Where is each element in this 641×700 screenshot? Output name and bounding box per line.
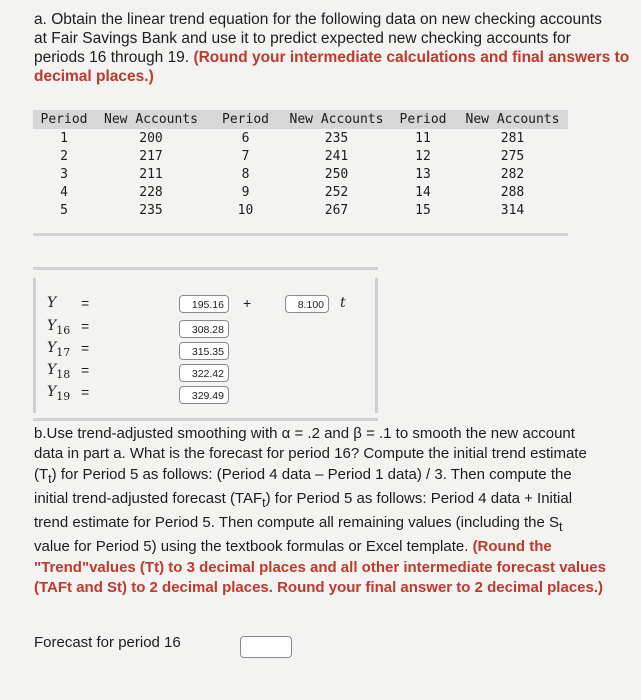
equals-sign: = (81, 295, 90, 311)
part-b-line-3: $(T_t)$ for Period 5 as follows: (Period 4 data – Period 1 data) / 3. Then compute the (34, 465, 572, 486)
part-a-question (34, 10, 641, 86)
table-cell: 4 (60, 184, 68, 200)
table-cell: 314 (500, 202, 525, 218)
part-b-line-6: value for Period 5) using the textbook formulas or Excel template. (Round the (34, 538, 552, 556)
table-cell: 241 (324, 148, 349, 164)
table-header-row (33, 110, 568, 129)
header-period-1: Period (40, 112, 88, 127)
equals-sign: = (81, 340, 90, 356)
table-cell: 228 (139, 184, 163, 200)
y16-label: $Y_{16}$ (47, 318, 71, 337)
table-cell: 14 (415, 184, 431, 200)
part-a-line-4 (34, 67, 641, 86)
table-cell: 1 (60, 130, 68, 146)
part-b-line-1: b.Use trend-adjusted smoothing with α = .2 and β = .1 to smooth the new account (34, 425, 575, 442)
table-cell: 281 (500, 130, 525, 146)
forecast-input[interactable] (240, 636, 292, 658)
table-cell: 5 (60, 202, 68, 218)
table-cell: 10 (237, 202, 254, 218)
table-cell: 13 (415, 166, 431, 182)
y19-input[interactable]: 329.49 (179, 386, 229, 404)
panel-right-border (375, 278, 378, 413)
y19-label: $Y_{19}$ (47, 384, 71, 403)
intercept-input[interactable]: 195.16 (179, 295, 229, 313)
part-a-line-1: a. Obtain the linear trend equation for the following data on new checking accounts (34, 11, 602, 28)
table-cell: 250 (324, 166, 349, 182)
table-cell: 252 (324, 184, 349, 200)
rounding-instruction-b3: (TAFt and St) to 2 decimal places. Round your final answer to 2 decimal places.) (34, 579, 604, 597)
y-label: Y (47, 295, 57, 311)
y18-input[interactable]: 322.42 (179, 364, 229, 382)
part-a-line-3 (34, 48, 641, 67)
y18-label: $Y_{18}$ (47, 362, 71, 381)
table-cell: 200 (139, 130, 163, 146)
table-cell: 211 (139, 166, 163, 182)
part-b-line-2: data in part a. What is the forecast for period 16? Compute the initial trend estimate (34, 445, 587, 463)
header-period-2: Period (222, 112, 269, 127)
part-b-line-5: trend estimate for Period 5. Then compute all remaining values (including the $S_t$ (34, 514, 563, 535)
part-a-line-2: at Fair Savings Bank and use it to predict expected new checking accounts for (34, 30, 571, 47)
equals-sign: = (81, 362, 90, 378)
y17-label: $Y_{17}$ (47, 340, 71, 359)
table-cell: 2 (60, 148, 68, 164)
table-cell: 7 (241, 148, 250, 164)
table-row (33, 183, 568, 201)
equals-sign: = (81, 384, 90, 400)
part-b-line-7 (34, 558, 639, 578)
y17-input[interactable]: 315.35 (179, 342, 229, 360)
table-row (33, 129, 568, 147)
part-b-line-8 (34, 578, 639, 598)
table-row (33, 165, 568, 183)
checking-accounts-table (33, 110, 568, 236)
trend-equation-panel (33, 267, 378, 421)
part-b-line-4: initial trend-adjusted forecast $(TAF_t)$ for Period 5 as follows: Period 4 data + Initial (34, 489, 573, 510)
header-accounts-2: New Accounts (289, 112, 384, 127)
rounding-instruction-b2: "Trend"values (Tt) to 3 decimal places and all other intermediate forecast values (34, 558, 606, 576)
table-bottom-rule (33, 219, 568, 236)
y16-input[interactable]: 308.28 (179, 320, 229, 338)
table-cell: 12 (415, 148, 431, 164)
table-cell: 282 (500, 166, 525, 182)
part-b-question (34, 424, 639, 598)
table-cell: 11 (415, 130, 431, 146)
plus-sign: + (243, 295, 252, 311)
table-cell: 275 (500, 148, 525, 164)
t-variable: t (340, 295, 346, 311)
table-cell: 15 (415, 202, 431, 218)
table-cell: 6 (241, 130, 250, 146)
header-accounts-1: New Accounts (104, 112, 198, 127)
rounding-instruction-1: (Round your intermediate calculations and final answers to (193, 49, 630, 66)
table-cell: 267 (324, 202, 349, 218)
part-a-line-3-text: periods 16 through 19. (34, 49, 190, 66)
rounding-instruction-2: decimal places.) (34, 68, 154, 85)
forecast-label: Forecast for period 16 (34, 634, 181, 651)
header-accounts-3: New Accounts (465, 112, 560, 127)
table-cell: 9 (241, 184, 250, 200)
table-cell: 288 (500, 184, 525, 200)
header-period-3: Period (399, 112, 447, 127)
rounding-instruction-b1: (Round the (472, 538, 552, 556)
equals-sign: = (81, 318, 90, 334)
slope-input[interactable]: 8.100 (285, 295, 329, 313)
table-row (33, 147, 568, 165)
table-cell: 3 (60, 166, 68, 182)
table-cell: 235 (139, 202, 163, 218)
table-row (33, 201, 568, 219)
table-cell: 217 (139, 148, 163, 164)
table-cell: 8 (241, 166, 250, 182)
table-cell: 235 (324, 130, 349, 146)
panel-left-border (33, 278, 36, 413)
